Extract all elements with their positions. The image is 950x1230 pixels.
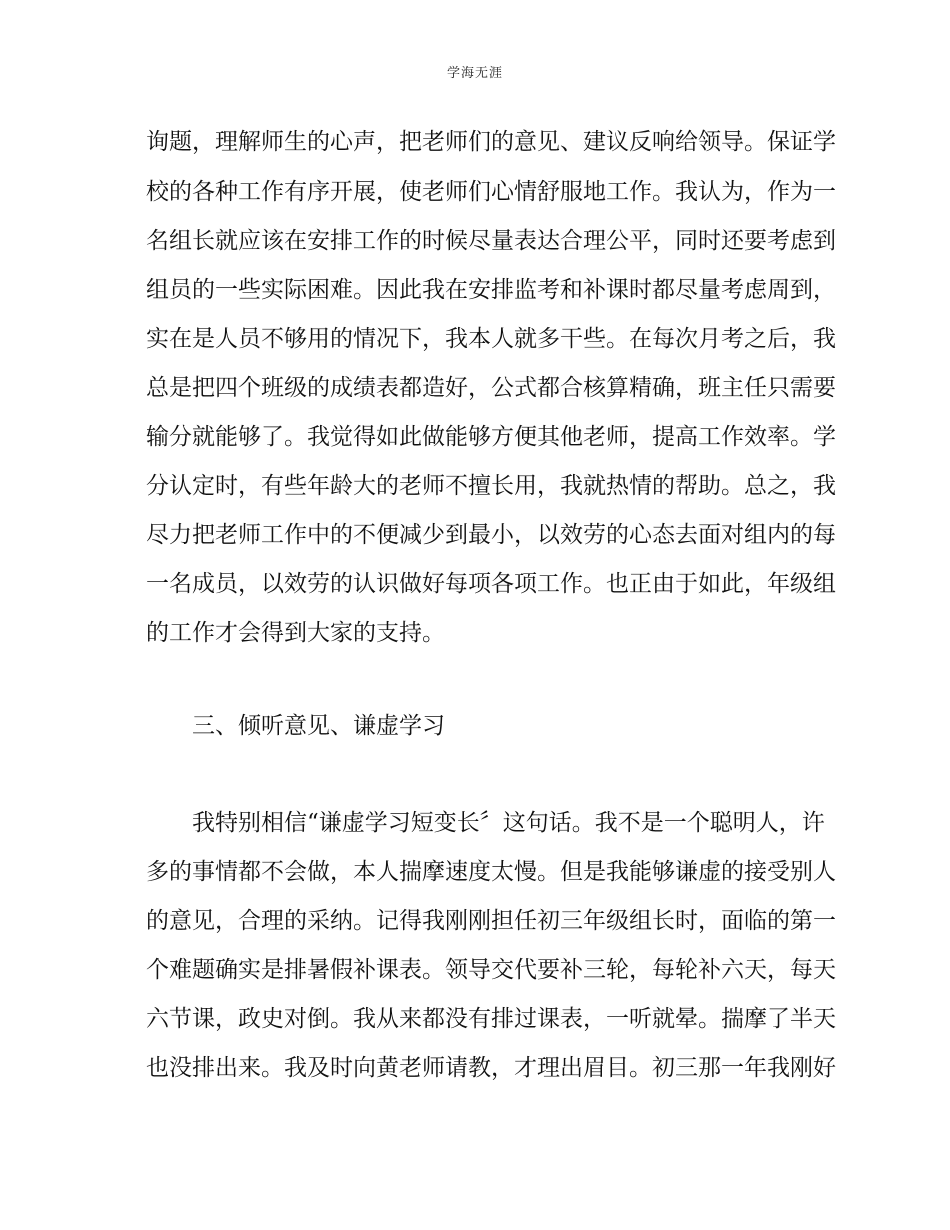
paragraph-line: 分认定时，有些年龄大的老师不擅长用，我就热情的帮助。总之，我 xyxy=(146,473,836,499)
paragraph-line: 我特别相信“谦虚学习短变长〞这句话。我不是一个聪明人，许 xyxy=(192,810,825,836)
paragraph-line: 组员的一些实际困难。因此我在安排监考和补课时都尽量考虑周到， xyxy=(146,277,836,303)
paragraph-line: 实在是人员不够用的情况下，我本人就多干些。在每次月考之后，我 xyxy=(146,326,836,352)
paragraph-line: 个难题确实是排暑假补课表。领导交代要补三轮，每轮补六天，每天 xyxy=(146,957,836,983)
paragraph-line: 校的各种工作有序开展，使老师们心情舒服地工作。我认为，作为一 xyxy=(146,179,836,205)
paragraph-line: 一名成员，以效劳的认识做好每项各项工作。也正由于如此，年级组 xyxy=(146,571,836,597)
paragraph-line: 六节课，政史对倒。我从来都没有排过课表，一听就晕。揣摩了半天 xyxy=(146,1006,836,1032)
page-header: 学海无涯 xyxy=(446,66,503,81)
paragraph-line: 多的事情都不会做，本人揣摩速度太慢。但是我能够谦虚的接受别人 xyxy=(146,859,836,885)
section-heading: 三、倾听意见、谦虚学习 xyxy=(192,713,445,739)
paragraph-line: 询题，理解师生的心声，把老师们的意见、建议反响给领导。保证学 xyxy=(146,129,836,155)
paragraph-line: 的意见，合理的采纳。记得我刚刚担任初三年级组长时，面临的第一 xyxy=(146,908,836,934)
paragraph-line: 也没排出来。我及时向黄老师请教，才理出眉目。初三那一年我刚好 xyxy=(146,1055,836,1081)
paragraph-line: 名组长就应该在安排工作的时候尽量表达合理公平，同时还要考虑到 xyxy=(146,228,836,254)
paragraph-line: 总是把四个班级的成绩表都造好，公式都合核算精确，班主任只需要 xyxy=(146,375,836,401)
paragraph-line: 的工作才会得到大家的支持。 xyxy=(146,620,445,646)
paragraph-line: 输分就能够了。我觉得如此做能够方便其他老师，提高工作效率。学 xyxy=(146,424,836,450)
paragraph-line: 尽力把老师工作中的不便减少到最小，以效劳的心态去面对组内的每 xyxy=(146,522,836,548)
